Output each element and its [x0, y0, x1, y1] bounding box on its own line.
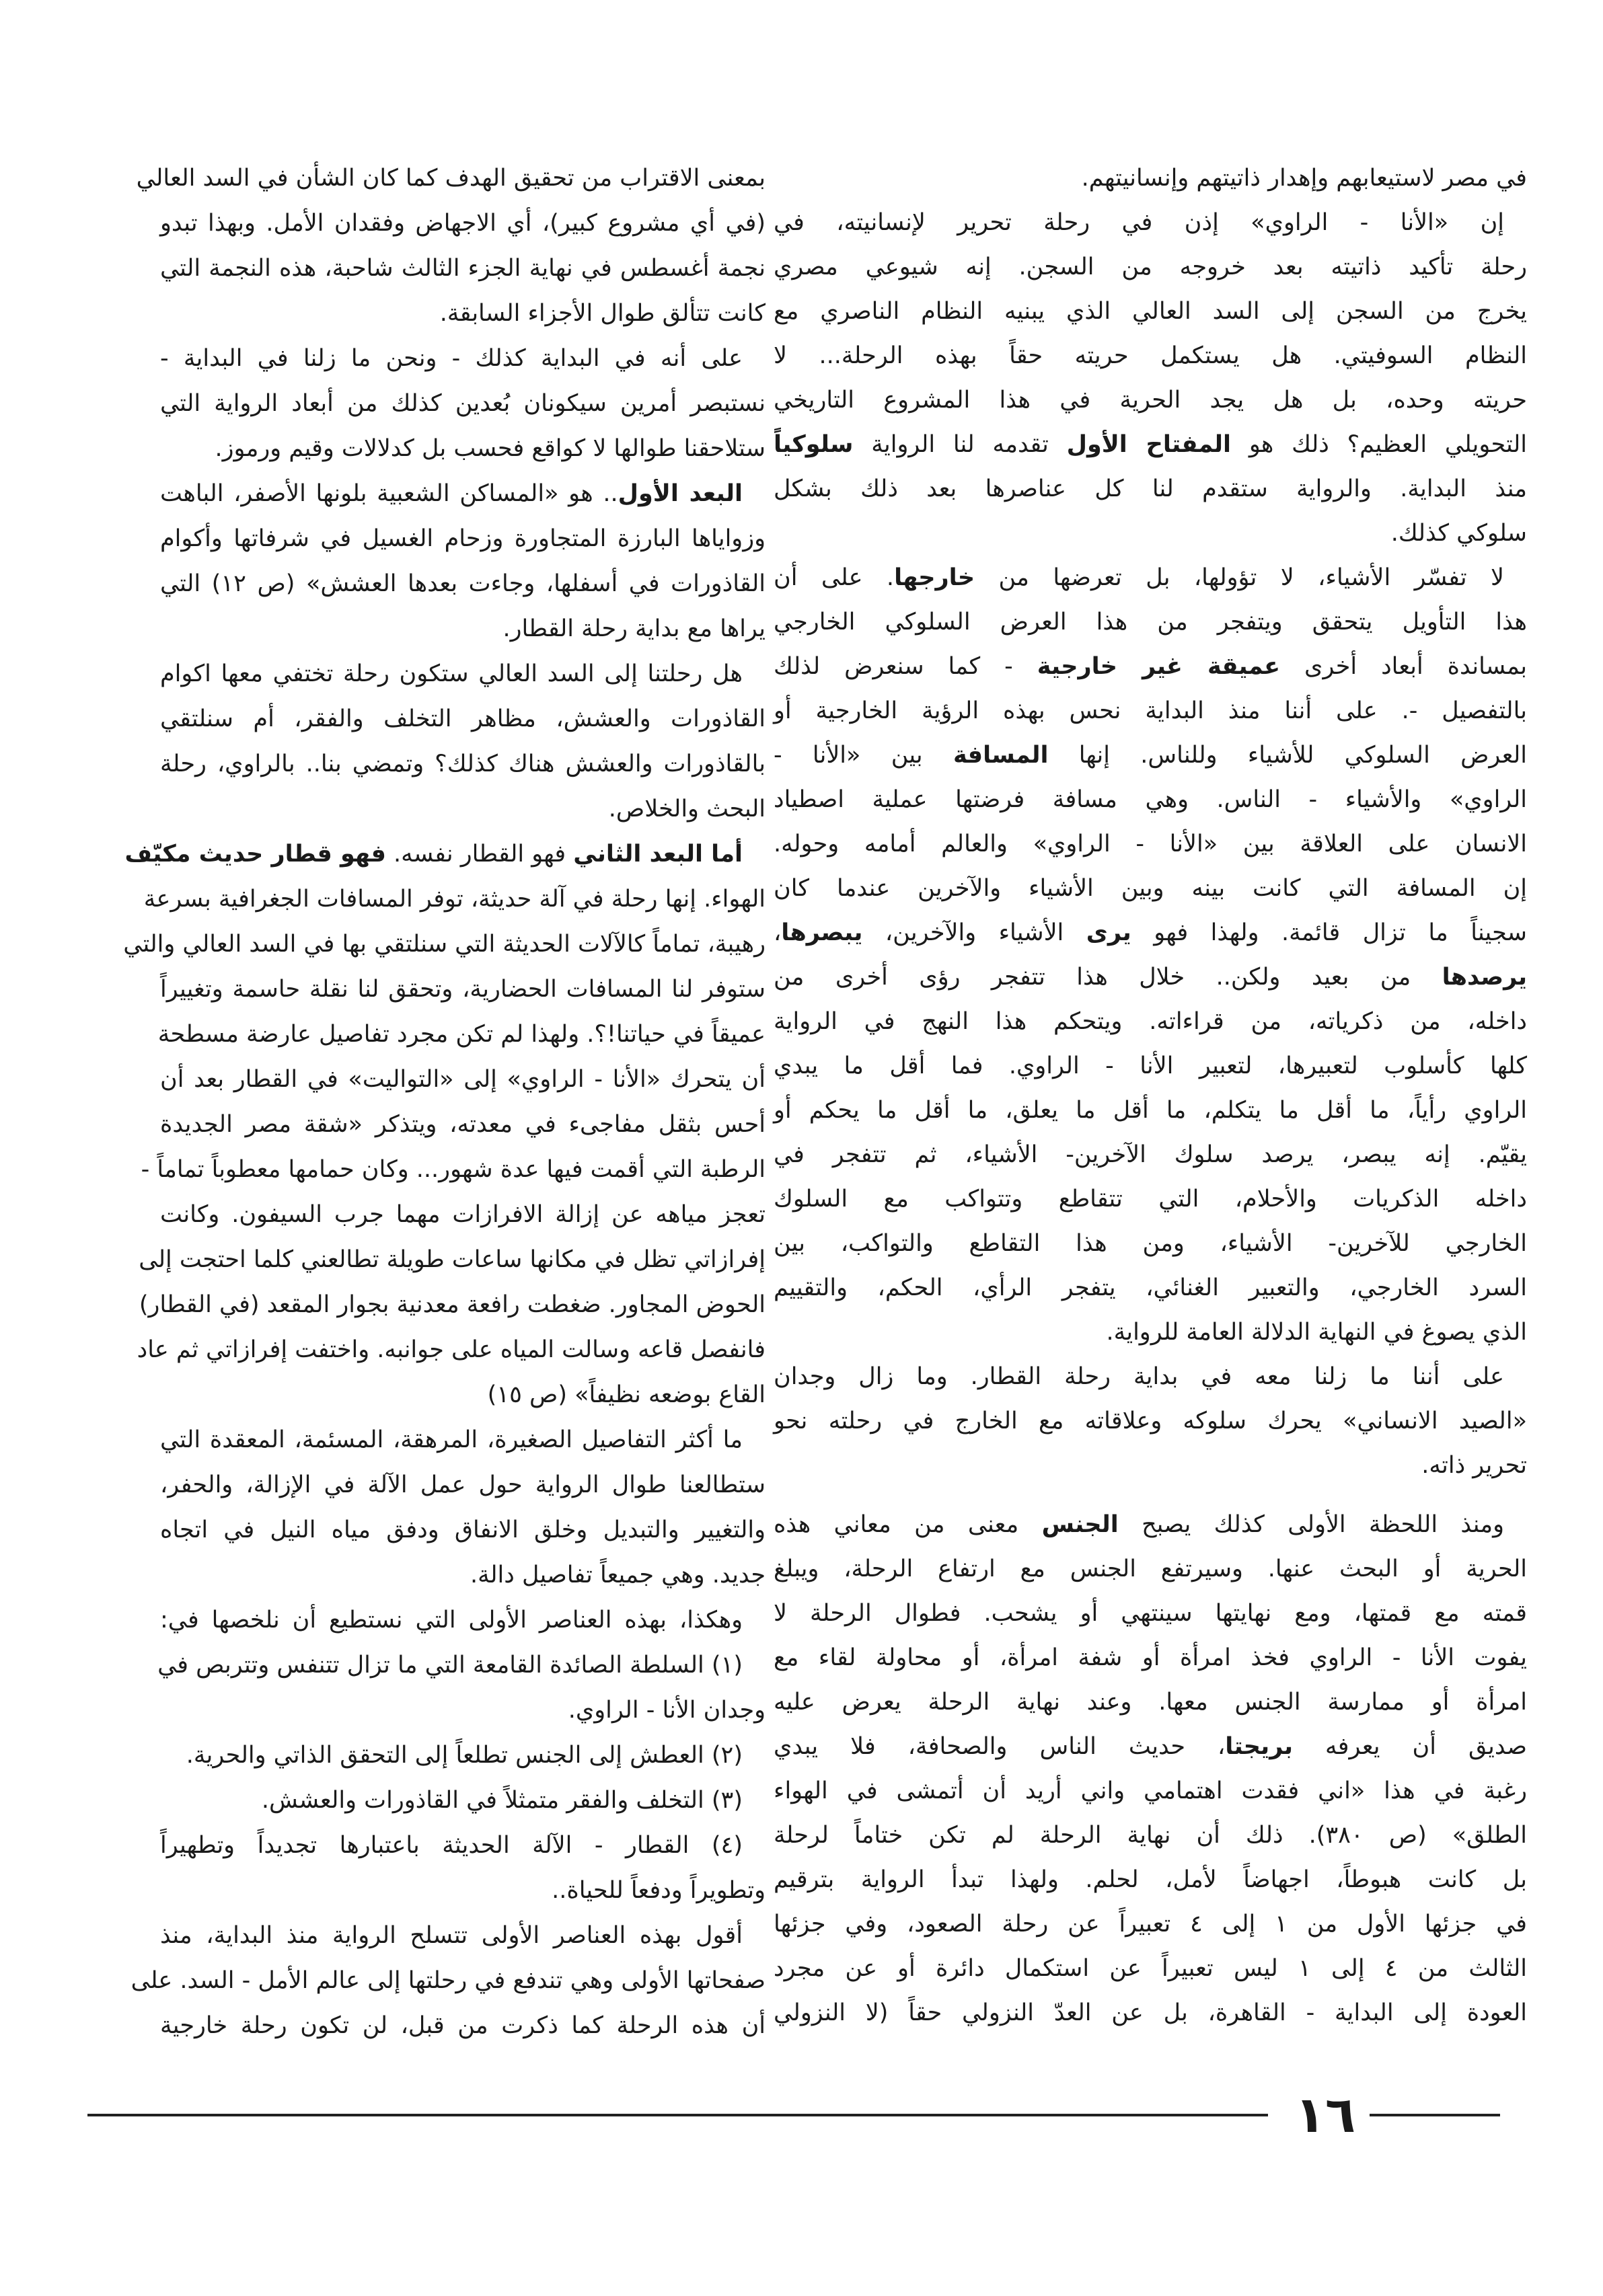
text-line — [774, 1266, 1527, 1310]
text-line — [774, 1991, 1527, 2035]
text-segment: النظام السوفيتي. هل يستكمل حريته حقاً بهذه الرحلة... لا — [774, 342, 1527, 369]
text-line — [160, 1778, 766, 1823]
text-line — [774, 689, 1527, 733]
text-line — [160, 742, 766, 787]
text-line — [143, 877, 766, 922]
text-segment: في جزئها الأول من ١ إلى ٤ تعبيراً عن رحلة الصعود، وفي جزئها — [774, 1911, 1527, 1938]
text-segment: على أننا ما زلنا معه في بداية رحلة القطار. وما زال وجدان — [774, 1363, 1504, 1390]
text-line — [160, 1508, 766, 1553]
text-line — [160, 1868, 766, 1913]
text-line — [774, 1133, 1527, 1177]
text-segment: بالقاذورات والعشش هناك كذلك؟ وتمضي بنا.. بالراوي، رحلة — [160, 751, 766, 777]
text-segment: وهكذا، بهذه العناصر الأولى التي نستطيع أن نلخصها في: — [160, 1607, 743, 1634]
text-segment: بمساندة أبعاد أخرى — [1280, 653, 1527, 680]
text-line — [160, 1733, 766, 1778]
text-segment: يراها مع بداية رحلة القطار. — [502, 615, 766, 642]
text-line — [160, 1463, 766, 1508]
text-line — [160, 381, 766, 426]
text-segment: (٤) القطار - الآلة الحديثة باعتبارها تجديداً وتطهيراً — [160, 1832, 743, 1859]
text-segment: الانسان على العلاقة بين «الأنا - الراوي» والعالم أمامه وحوله. — [774, 831, 1527, 857]
text-line — [160, 1373, 766, 1418]
text-line — [774, 1724, 1527, 1769]
text-segment: نجمة أغسطس في نهاية الجزء الثالث شاحبة، هذه النجمة التي — [160, 255, 766, 282]
text-segment: الطلق» (ص ٣٨٠). ذلك أن نهاية الرحلة لم تكن ختاماً لرحلة — [774, 1822, 1527, 1849]
text-segment: أن هذه الرحلة كما ذكرت من قبل، لن تكون رحلة خارجية — [160, 2012, 766, 2039]
text-line — [774, 1044, 1527, 1088]
bold-text: بريجتا — [1225, 1733, 1294, 1760]
text-segment: نستبصر أمرين سيكونان بُعدين كذلك من أبعاد الرواية التي — [160, 390, 766, 417]
text-segment: العرض السلوكي للأشياء وللناس. إنها — [1048, 742, 1527, 769]
text-segment: ، حديث الناس والصحافة، فلا يبدي — [774, 1733, 1226, 1760]
text-segment: الرطبة التي أقمت فيها عدة شهور... وكان حمامها معطوباً تماماً - — [141, 1156, 766, 1183]
text-line — [774, 1354, 1527, 1399]
text-line — [774, 378, 1527, 422]
text-segment: الهواء. إنها رحلة في آلة حديثة، توفر المسافات الجغرافية بسرعة — [143, 886, 766, 913]
text-segment: والتغيير والتبديل وخلق الانفاق ودفق مياه النيل في اتجاه — [160, 1517, 766, 1543]
text-line — [124, 832, 766, 877]
text-line — [774, 1636, 1527, 1680]
text-line — [774, 511, 1527, 556]
text-line — [774, 600, 1527, 644]
text-segment: بل كانت هبوطاً، اجهاضاً لأمل، لحلم. ولهذا تبدأ الرواية بترقيم — [774, 1866, 1527, 1893]
bold-text: أما البعد الثاني — [573, 841, 743, 868]
text-line — [160, 1057, 766, 1102]
text-segment: رهيبة، تماماً كالآلات الحديثة التي سنلتقي بها في السد العالي والتي — [123, 931, 766, 958]
text-segment: فانفصل قاعه وسالت المياه على جوانبه. واختفت إفرازاتي ثم عاد — [137, 1336, 766, 1363]
text-segment: عميقاً في حياتنا!؟. ولهذا لم تكن مجرد تفاصيل عارضة مسطحة — [157, 1021, 766, 1048]
text-segment: داخله، من ذكرياته، من قراءاته. ويتحكم هذا النهج في الرواية — [774, 1008, 1527, 1035]
text-line — [774, 1591, 1527, 1636]
text-line — [160, 967, 766, 1012]
text-line — [774, 1177, 1527, 1221]
text-line — [160, 291, 766, 336]
text-segment: (١) السلطة الصائدة القامعة التي ما تزال تتنفس وتتربص في — [157, 1652, 743, 1679]
text-line — [131, 1958, 766, 2003]
text-line — [139, 1283, 766, 1328]
text-line — [774, 1680, 1527, 1724]
text-line — [160, 697, 766, 742]
text-segment: كانت تتألق طوال الأجزاء السابقة. — [439, 300, 766, 327]
text-line — [774, 1946, 1527, 1991]
text-line — [774, 999, 1527, 1044]
text-line — [160, 787, 766, 832]
text-line — [774, 644, 1527, 689]
footer-rule-short — [1370, 2114, 1500, 2116]
text-line — [774, 467, 1527, 511]
text-line — [160, 246, 766, 291]
text-segment: .. هو «المساكن الشعبية بلونها الأصفر، الباهت — [160, 480, 618, 507]
text-segment: الراوي رأياً، ما أقل ما يتكلم، ما أقل ما يعلق، ما أقل ما يحكم أو — [774, 1097, 1527, 1124]
text-line — [137, 1328, 766, 1373]
text-line — [774, 245, 1527, 289]
text-segment: امرأة أو ممارسة الجنس معها. وعند نهاية الرحلة يعرض عليه — [774, 1689, 1527, 1716]
text-segment: حريته وحده، بل هل يجد الحرية في هذا المشروع التاريخي — [774, 387, 1527, 414]
bold-text: خارجها — [894, 564, 975, 591]
text-line — [774, 1858, 1527, 1902]
text-line — [774, 777, 1527, 822]
text-line — [160, 1913, 766, 1958]
text-segment: القاذورات والعشش، مظاهر التخلف والفقر، أم سنلتقي — [160, 705, 766, 732]
text-line — [774, 200, 1527, 245]
text-line — [160, 2003, 766, 2049]
text-segment: هذا التأويل يتحقق ويتفجر من هذا العرض السلوكي الخارجي — [774, 609, 1527, 636]
bold-text: عميقة غير خارجية — [1037, 653, 1281, 680]
text-segment: جديد. وهي جميعاً تفاصيل دالة. — [470, 1562, 766, 1589]
text-line — [774, 1443, 1527, 1488]
text-line — [774, 1310, 1527, 1354]
text-segment: يفوت الأنا - الراوي فخذ امرأة أو شفة امرأة، أو محاولة لقاء مع — [774, 1644, 1527, 1671]
text-line — [774, 1399, 1527, 1443]
text-segment: سلوكي كذلك. — [1390, 520, 1527, 547]
text-segment: على أنه في البداية كذلك - ونحن ما زلنا في البداية - — [160, 345, 743, 372]
text-segment: رغبة في هذا «اني فقدت اهتمامي واني أريد أن أتمشى في الهواء — [774, 1777, 1527, 1804]
text-segment: يقيّم. إنه يبصر، يرصد سلوك الآخرين- الأشياء، ثم تتفجر في — [774, 1141, 1527, 1168]
text-line — [160, 1418, 766, 1463]
text-segment: العودة إلى البداية - القاهرة، بل عن العدّ النزولي حقاً (لا النزولي — [774, 1999, 1527, 2026]
text-segment: لا تفسّر الأشياء، لا تؤولها، بل تعرضها من — [975, 564, 1504, 591]
text-line — [774, 822, 1527, 866]
text-line — [160, 1823, 766, 1868]
text-segment: أحس بثقل مفاجىء في معدته، ويتذكر «شقة مصر الجديدة — [160, 1111, 766, 1138]
text-line — [160, 607, 766, 652]
text-line — [123, 922, 766, 967]
text-line — [160, 1688, 766, 1733]
text-segment: الراوي» والأشياء - الناس. وهي مسافة فرضتها عملية اصطياد — [774, 786, 1527, 813]
text-line — [160, 1598, 766, 1643]
page-number: ١٦ — [1294, 2086, 1356, 2144]
bold-text: البعد الأول — [618, 480, 743, 507]
text-segment: الثالث من ٤ إلى ١ ليس تعبيراً عن استكمال دائرة أو عن مجرد — [774, 1955, 1527, 1982]
text-line — [774, 156, 1527, 200]
text-segment: في مصر لاستيعابهم وإهدار ذاتيتهم وإنسانيتهم. — [1081, 165, 1527, 192]
article-column-right — [774, 156, 1527, 2035]
text-segment: القاع بوضعه نظيفاً» (ص ١٥) — [487, 1381, 766, 1408]
text-segment: الحوض المجاور. ضغطت رافعة معدنية بجوار المقعد (في القطار) — [139, 1291, 766, 1318]
text-segment: الذي يصوغ في النهاية الدلالة العامة للرواية. — [1106, 1319, 1527, 1346]
text-segment: داخله الذكريات والأحلام، التي تتقاطع وتتواكب مع السلوك — [774, 1186, 1527, 1213]
text-line — [774, 422, 1527, 467]
text-line — [774, 334, 1527, 378]
text-segment: ستوفر لنا المسافات الحضارية، وتحقق لنا نقلة حاسمة وتغييراً — [160, 976, 766, 1003]
footer-rule — [87, 2114, 1268, 2116]
text-segment: صفحاتها الأولى وهي تندفع في رحلتها إلى عالم الأمل - السد. على — [131, 1967, 766, 1994]
text-line — [774, 1502, 1527, 1547]
text-segment: سجيناً ما تزال قائمة. ولهذا فهو — [1131, 919, 1527, 946]
text-line — [774, 1902, 1527, 1946]
text-segment: السرد الخارجي، والتعبير الغنائي، يتفجر الرأي، الحكم، والتقييم — [774, 1274, 1527, 1301]
bold-text: فهو قطار حديث مكيّف — [124, 841, 386, 868]
text-segment: إفرازاتي تظل في مكانها ساعات طويلة تطالعني كلما احتجت إلى — [139, 1246, 766, 1273]
bold-text: يبصرها — [781, 919, 863, 946]
text-line — [160, 336, 766, 381]
text-segment: (في أي مشروع كبير)، أي الاجهاض وفقدان الأمل. وبهذا تبدو — [160, 210, 766, 237]
text-segment: تقدمه لنا الرواية — [853, 431, 1067, 458]
text-line — [160, 562, 766, 607]
text-line — [141, 1147, 766, 1192]
text-segment: ، — [774, 919, 782, 946]
text-segment: «الصيد الانساني» يحرك سلوكه وعلاقاته مع الخارج في رحلته نحو — [774, 1408, 1527, 1434]
text-segment: إن المسافة التي كانت بينه وبين الأشياء والآخرين عندما كان — [774, 875, 1527, 902]
text-segment: القاذورات في أسفلها، وجاءت بعدها العشش» (ص ١٢) التي — [160, 570, 766, 597]
text-line — [774, 556, 1527, 600]
text-segment: (٣) التخلف والفقر متمثلاً في القاذورات والعشش. — [261, 1787, 743, 1814]
text-line — [160, 201, 766, 246]
text-segment: . على أن — [774, 564, 895, 591]
text-segment: وتطويراً ودفعاً للحياة.. — [552, 1877, 766, 1904]
text-line — [160, 652, 766, 697]
text-segment: من بعيد ولكن.. خلال هذا تتفجر رؤى أخرى من — [774, 964, 1442, 991]
text-line — [774, 911, 1527, 955]
text-segment: (٢) العطش إلى الجنس تطلعاً إلى التحقق الذاتي والحرية. — [186, 1742, 743, 1769]
text-segment: ستلاحقنا طوالها لا كواقع فحسب بل كدلالات وقيم ورموز. — [215, 435, 766, 462]
text-segment: إن «الأنا - الراوي» إذن في رحلة تحرير لإنسانيته، في — [774, 209, 1504, 236]
text-segment: أن يتحرك «الأنا - الراوي» إلى «التواليت» في القطار بعد أن — [160, 1066, 766, 1093]
text-segment: - كما سنعرض لذلك — [774, 653, 1037, 680]
text-segment: ما أكثر التفاصيل الصغيرة، المرهقة، المسئمة، المعقدة التي — [160, 1426, 743, 1453]
text-segment: تعجز مياهه عن إزالة الافرازات مهما جرب السيفون. وكانت — [160, 1201, 766, 1228]
text-segment: بين «الأنا - — [774, 742, 953, 769]
text-line — [774, 955, 1527, 999]
text-segment: التحويلي العظيم؟ ذلك هو — [1231, 431, 1527, 458]
text-line — [139, 1237, 766, 1283]
text-segment: صديق أن يعرفه — [1293, 1733, 1527, 1760]
text-segment: يخرج من السجن إلى السد العالي الذي يبنيه النظام الناصري مع — [774, 298, 1527, 325]
text-segment: أقول بهذه العناصر الأولى تتسلح الرواية منذ البداية، منذ — [160, 1922, 743, 1949]
text-line — [136, 156, 766, 201]
text-line — [160, 1553, 766, 1598]
text-line — [774, 1769, 1527, 1813]
text-line — [157, 1012, 766, 1057]
text-segment: وجدان الأنا - الراوي. — [568, 1697, 766, 1724]
text-segment: فهو القطار نفسه. — [385, 841, 574, 868]
text-segment: وزواياها البارزة المتجاورة وزحام الغسيل في شرفاتها وأكوام — [160, 525, 766, 552]
bold-text: يرصدها — [1442, 964, 1527, 991]
text-segment: منذ البداية. والرواية ستقدم لنا كل عناصرها بعد ذلك بشكل — [774, 475, 1527, 502]
text-segment: الأشياء والآخرين، — [862, 919, 1086, 946]
text-segment: هل رحلتنا إلى السد العالي ستكون رحلة تختفي معها اكوام — [160, 660, 743, 687]
text-segment: بمعنى الاقتراب من تحقيق الهدف كما كان الشأن في السد العالي — [136, 165, 766, 192]
bold-text: سلوكياً — [774, 431, 854, 458]
text-line — [774, 866, 1527, 911]
text-segment: قمته مع قمتها، ومع نهايتها سينتهي أو يشحب. فطوال الرحلة لا — [774, 1600, 1527, 1627]
text-line — [160, 1192, 766, 1237]
text-line — [160, 1102, 766, 1147]
text-line — [774, 1813, 1527, 1858]
bold-text: يرى — [1086, 919, 1131, 946]
text-line — [774, 1547, 1527, 1591]
text-line — [774, 289, 1527, 334]
bold-text: المفتاح الأول — [1066, 431, 1232, 458]
text-segment: تحرير ذاته. — [1421, 1452, 1527, 1479]
text-segment: بالتفصيل -. على أننا منذ البداية نحس بهذه الرؤية الخارجية أو — [774, 697, 1527, 724]
text-line — [160, 471, 766, 516]
article-column-left — [123, 156, 766, 2049]
text-line — [160, 426, 766, 471]
bold-text: الجنس — [1041, 1511, 1119, 1538]
text-segment: ستطالعنا طوال الرواية حول عمل الآلة في الإزالة، والحفر، — [160, 1471, 766, 1498]
bold-text: المسافة — [953, 742, 1049, 769]
text-line — [774, 1088, 1527, 1133]
text-line — [774, 733, 1527, 777]
text-segment: كلها كأسلوب لتعبيرها، لتعبير الأنا - الراوي. فما أقل ما يبدي — [774, 1053, 1527, 1079]
text-segment: رحلة تأكيد ذاتيته بعد خروجه من السجن. إنه شيوعي مصري — [774, 254, 1527, 280]
text-line — [157, 1643, 766, 1688]
text-line — [160, 516, 766, 562]
text-segment: الحرية أو البحث عنها. وسيرتفع الجنس مع ارتفاع الرحلة، ويبلغ — [774, 1556, 1527, 1582]
text-segment: معنى من معاني هذه — [774, 1511, 1042, 1538]
text-segment: الخارجي للآخرين- الأشياء، ومن هذا التقاطع والتواكب، بين — [774, 1230, 1527, 1257]
text-segment: البحث والخلاص. — [608, 796, 766, 822]
text-segment: ومنذ اللحظة الأولى كذلك يصبح — [1118, 1511, 1505, 1538]
text-line — [774, 1221, 1527, 1266]
